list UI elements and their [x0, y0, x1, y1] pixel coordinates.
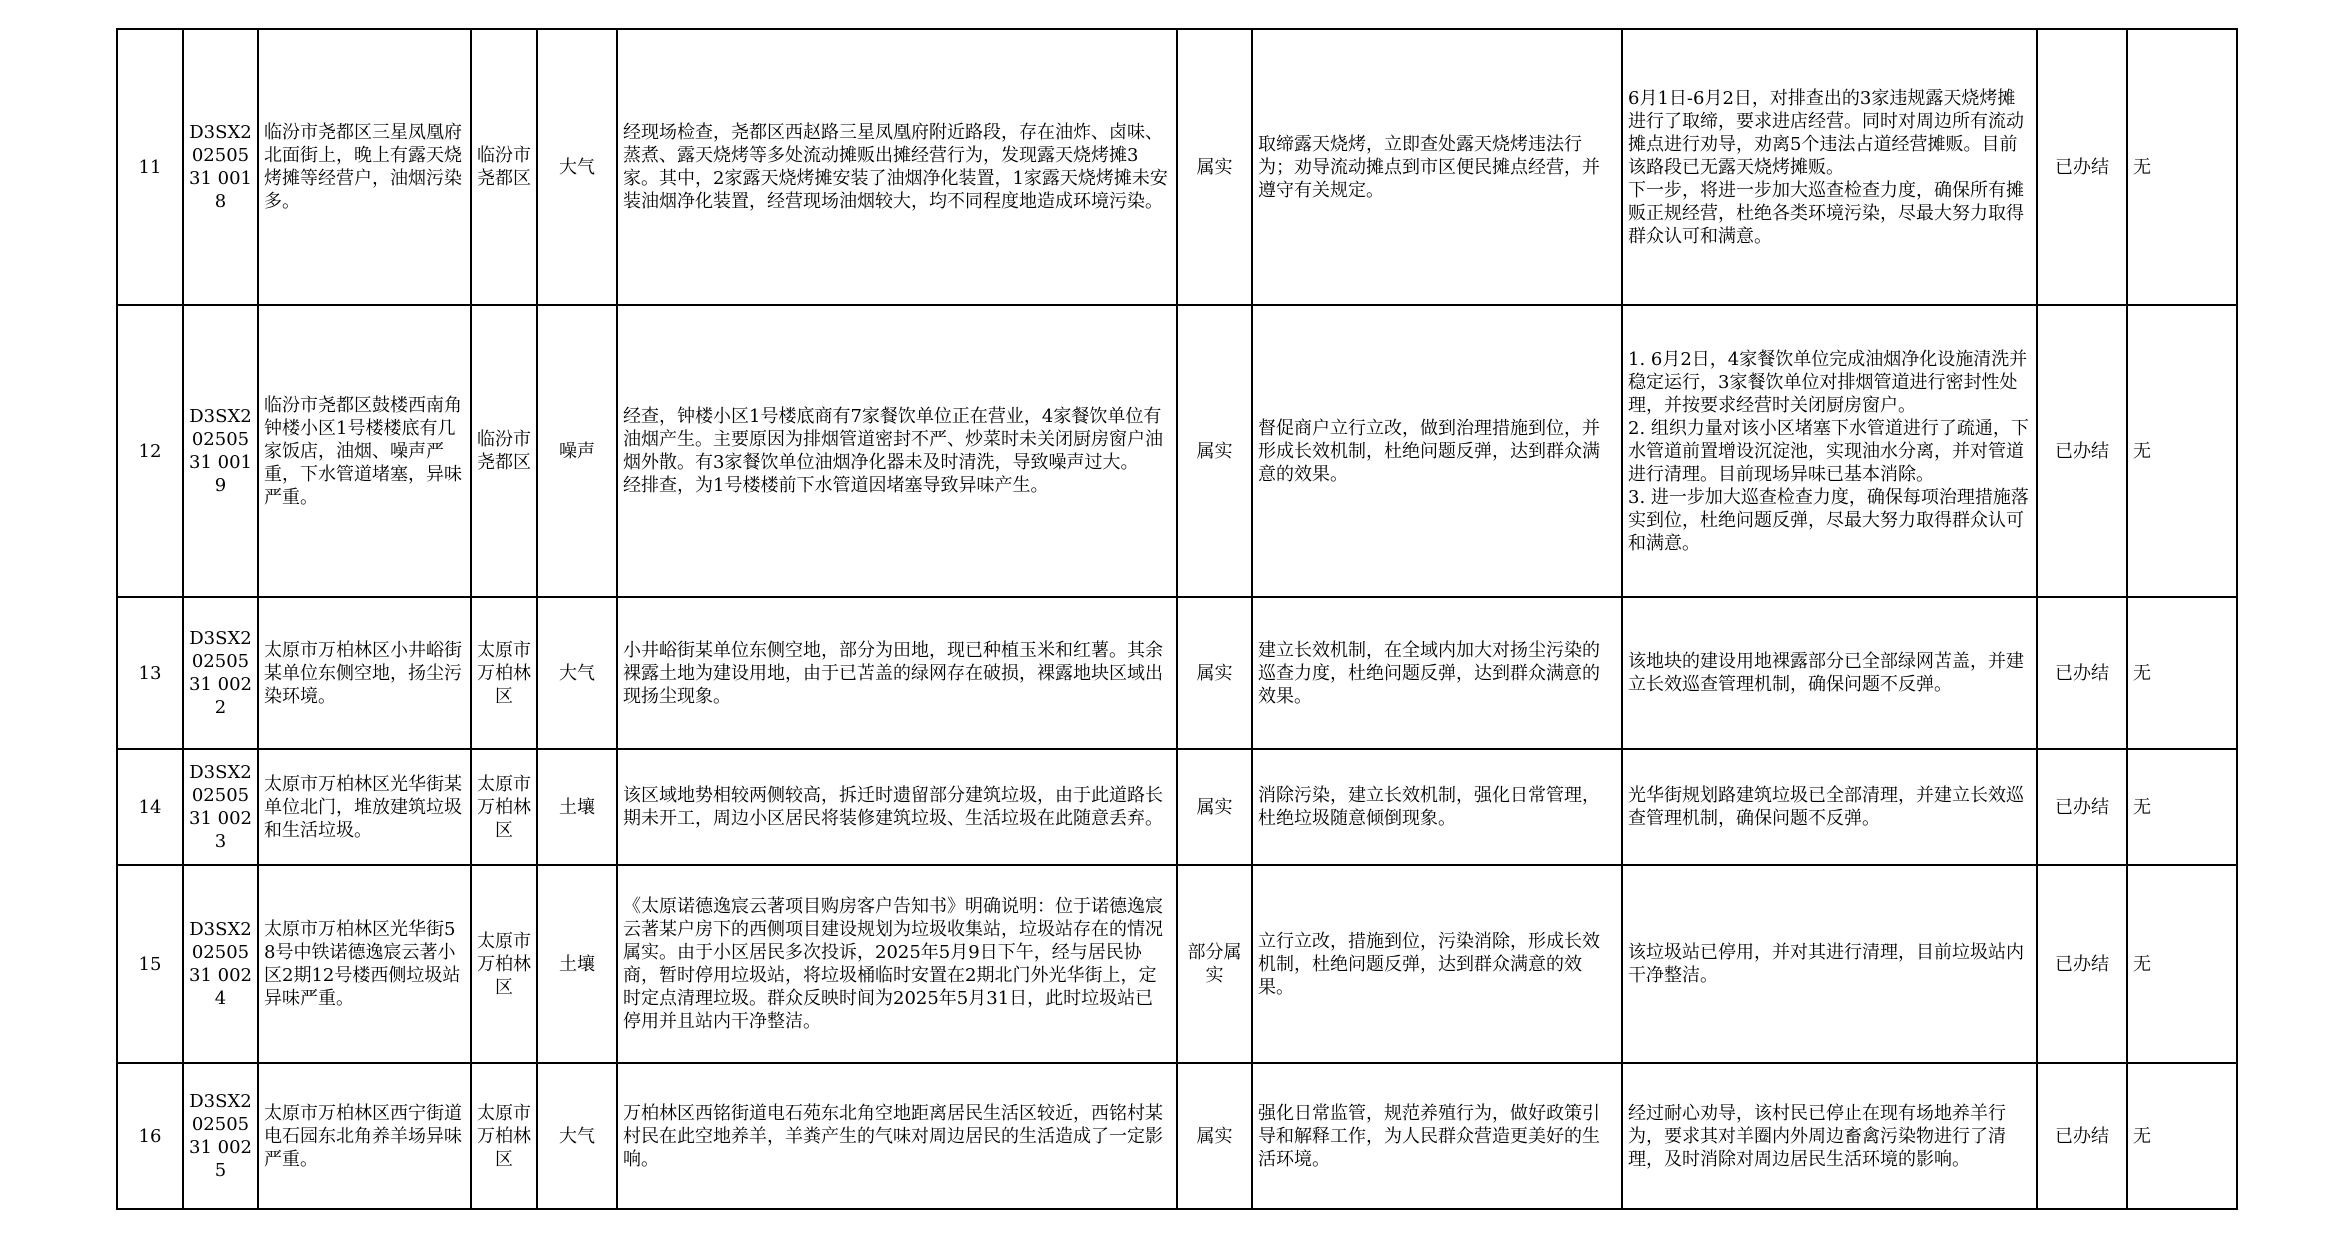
- status: 已办结: [2037, 29, 2127, 305]
- investigation-finding: 经查，钟楼小区1号楼底商有7家餐饮单位正在营业，4家餐饮单位有油烟产生。主要原因为排烟管道密封不严、炒菜时未关闭厨房窗户油烟外散。有3家餐饮单位油烟净化器未及时清洗，导致噪声过大。 经排查，为1号楼楼前下水管道因堵塞导致异味产生。: [617, 305, 1177, 597]
- table-row: [117, 749, 2237, 865]
- complaint-content: 太原市万柏林区光华街某单位北门，堆放建筑垃圾和生活垃圾。: [258, 749, 471, 865]
- accountability: 无: [2127, 29, 2237, 305]
- verdict: 属实: [1177, 597, 1252, 749]
- verdict: 属实: [1177, 305, 1252, 597]
- pollution-type: 噪声: [537, 305, 617, 597]
- case-code: D3SX20250531 0025: [183, 1063, 258, 1209]
- accountability: 无: [2127, 1063, 2237, 1209]
- rectification-result: 该地块的建设用地裸露部分已全部绿网苫盖，并建立长效巡查管理机制，确保问题不反弹。: [1622, 597, 2037, 749]
- rectification-measure: 建立长效机制，在全域内加大对扬尘污染的巡查力度，杜绝问题反弹，达到群众满意的效果。: [1252, 597, 1622, 749]
- pollution-type: 土壤: [537, 865, 617, 1063]
- accountability: 无: [2127, 305, 2237, 597]
- pollution-type: 土壤: [537, 749, 617, 865]
- rectification-result: 1. 6月2日，4家餐饮单位完成油烟净化设施清洗并稳定运行，3家餐饮单位对排烟管道进行密封性处理，并按要求经营时关闭厨房窗户。 2. 组织力量对该小区堵塞下水管道进行了疏通，下水管道前置增设沉淀池，实现油水分离，并对管道进行清理。目前现场异味已基本消除。 3. 进一步加大巡查检查力度，确保每项治理措施落实到位，杜绝问题反弹，尽最大努力取得群众认可和满意。: [1622, 305, 2037, 597]
- row-number: 16: [117, 1063, 183, 1209]
- case-code: D3SX20250531 0022: [183, 597, 258, 749]
- case-code: D3SX20250531 0024: [183, 865, 258, 1063]
- region: 太原市万柏林区: [471, 749, 537, 865]
- accountability: 无: [2127, 597, 2237, 749]
- complaint-content: 临汾市尧都区鼓楼西南角钟楼小区1号楼楼底有几家饭店，油烟、噪声严重，下水管道堵塞，异味严重。: [258, 305, 471, 597]
- rectification-measure: 立行立改，措施到位，污染消除，形成长效机制，杜绝问题反弹，达到群众满意的效果。: [1252, 865, 1622, 1063]
- row-number: 12: [117, 305, 183, 597]
- region: 太原市万柏林区: [471, 865, 537, 1063]
- pollution-type: 大气: [537, 29, 617, 305]
- accountability: 无: [2127, 865, 2237, 1063]
- table-row: [117, 865, 2237, 1063]
- row-number: 11: [117, 29, 183, 305]
- status: 已办结: [2037, 1063, 2127, 1209]
- complaint-table: [116, 28, 2238, 1210]
- region: 临汾市尧都区: [471, 29, 537, 305]
- pollution-type: 大气: [537, 597, 617, 749]
- region: 太原市万柏林区: [471, 1063, 537, 1209]
- investigation-finding: 经现场检查，尧都区西赵路三星凤凰府附近路段，存在油炸、卤味、蒸煮、露天烧烤等多处流动摊贩出摊经营行为，发现露天烧烤摊3家。其中，2家露天烧烤摊安装了油烟净化装置，1家露天烧烤摊未安装油烟净化装置，经营现场油烟较大，均不同程度地造成环境污染。: [617, 29, 1177, 305]
- rectification-measure: 强化日常监管，规范养殖行为，做好政策引导和解释工作，为人民群众营造更美好的生活环境。: [1252, 1063, 1622, 1209]
- status: 已办结: [2037, 305, 2127, 597]
- rectification-measure: 取缔露天烧烤，立即查处露天烧烤违法行为；劝导流动摊点到市区便民摊点经营，并遵守有关规定。: [1252, 29, 1622, 305]
- pollution-type: 大气: [537, 1063, 617, 1209]
- row-number: 15: [117, 865, 183, 1063]
- complaint-content: 太原市万柏林区西宁街道电石园东北角养羊场异味严重。: [258, 1063, 471, 1209]
- rectification-result: 该垃圾站已停用，并对其进行清理，目前垃圾站内干净整洁。: [1622, 865, 2037, 1063]
- accountability: 无: [2127, 749, 2237, 865]
- investigation-finding: 《太原诺德逸宸云著项目购房客户告知书》明确说明：位于诺德逸宸云著某户房下的西侧项目建设规划为垃圾收集站，垃圾站存在的情况属实。由于小区居民多次投诉，2025年5月9日下午，经与居民协商，暂时停用垃圾站，将垃圾桶临时安置在2期北门外光华街上，定时定点清理垃圾。群众反映时间为2025年5月31日，此时垃圾站已停用并且站内干净整洁。: [617, 865, 1177, 1063]
- rectification-result: 6月1日-6月2日，对排查出的3家违规露天烧烤摊进行了取缔，要求进店经营。同时对周边所有流动摊点进行劝导，劝离5个违法占道经营摊贩。目前该路段已无露天烧烤摊贩。 下一步，将进一步加大巡查检查力度，确保所有摊贩正规经营，杜绝各类环境污染，尽最大努力取得群众认可和满意。: [1622, 29, 2037, 305]
- rectification-result: 经过耐心劝导，该村民已停止在现有场地养羊行为，要求其对羊圈内外周边畜禽污染物进行了清理，及时消除对周边居民生活环境的影响。: [1622, 1063, 2037, 1209]
- complaint-content: 太原市万柏林区小井峪街某单位东侧空地，扬尘污染环境。: [258, 597, 471, 749]
- table-row: [117, 305, 2237, 597]
- region: 太原市万柏林区: [471, 597, 537, 749]
- verdict: 属实: [1177, 29, 1252, 305]
- table-row: [117, 1063, 2237, 1209]
- investigation-finding: 小井峪街某单位东侧空地，部分为田地，现已种植玉米和红薯。其余裸露土地为建设用地，由于已苫盖的绿网存在破损，裸露地块区域出现扬尘现象。: [617, 597, 1177, 749]
- rectification-measure: 督促商户立行立改，做到治理措施到位，并形成长效机制，杜绝问题反弹，达到群众满意的效果。: [1252, 305, 1622, 597]
- row-number: 13: [117, 597, 183, 749]
- investigation-finding: 万柏林区西铭街道电石苑东北角空地距离居民生活区较近，西铭村某村民在此空地养羊，羊粪产生的气味对周边居民的生活造成了一定影响。: [617, 1063, 1177, 1209]
- case-code: D3SX20250531 0019: [183, 305, 258, 597]
- case-code: D3SX20250531 0023: [183, 749, 258, 865]
- status: 已办结: [2037, 865, 2127, 1063]
- table-row: [117, 29, 2237, 305]
- case-code: D3SX20250531 0018: [183, 29, 258, 305]
- rectification-result: 光华街规划路建筑垃圾已全部清理，并建立长效巡查管理机制，确保问题不反弹。: [1622, 749, 2037, 865]
- complaint-content: 临汾市尧都区三星凤凰府北面街上，晚上有露天烧烤摊等经营户，油烟污染多。: [258, 29, 471, 305]
- rectification-measure: 消除污染，建立长效机制，强化日常管理，杜绝垃圾随意倾倒现象。: [1252, 749, 1622, 865]
- investigation-finding: 该区域地势相较两侧较高，拆迁时遗留部分建筑垃圾，由于此道路长期未开工，周边小区居民将装修建筑垃圾、生活垃圾在此随意丢弃。: [617, 749, 1177, 865]
- verdict: 部分属实: [1177, 865, 1252, 1063]
- status: 已办结: [2037, 749, 2127, 865]
- region: 临汾市尧都区: [471, 305, 537, 597]
- table-row: [117, 597, 2237, 749]
- verdict: 属实: [1177, 1063, 1252, 1209]
- complaint-content: 太原市万柏林区光华街58号中铁诺德逸宸云著小区2期12号楼西侧垃圾站异味严重。: [258, 865, 471, 1063]
- row-number: 14: [117, 749, 183, 865]
- status: 已办结: [2037, 597, 2127, 749]
- verdict: 属实: [1177, 749, 1252, 865]
